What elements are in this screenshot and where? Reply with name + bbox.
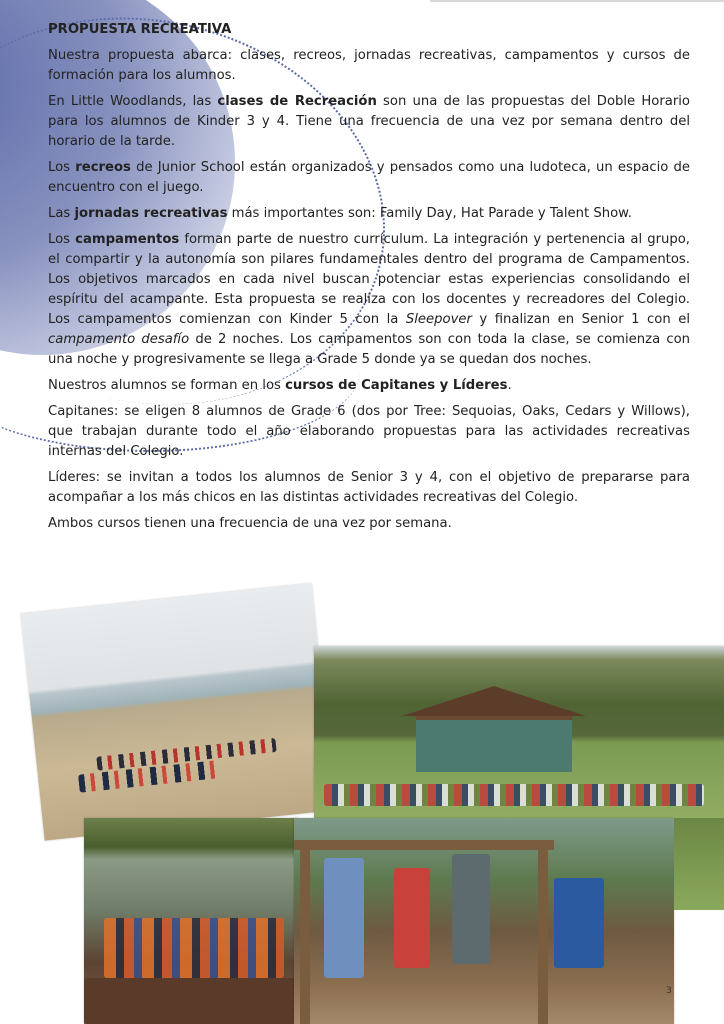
photo-beach bbox=[21, 583, 335, 840]
photo-camp-cabin bbox=[314, 646, 724, 818]
bold-run: clases de Recreación bbox=[217, 94, 377, 109]
text-run: Las bbox=[48, 206, 75, 221]
text-run: Los bbox=[48, 160, 76, 175]
child-zipline bbox=[554, 878, 604, 968]
paragraph-frecuencia: Ambos cursos tienen una frecuencia de una vez por semana. bbox=[48, 516, 452, 531]
bar-post bbox=[300, 840, 310, 1024]
child-hanging bbox=[394, 868, 430, 968]
cabin-roof bbox=[402, 686, 586, 716]
bold-run: cursos de Capitanes y Líderes bbox=[285, 378, 508, 393]
text-run: Los bbox=[48, 232, 76, 247]
paragraph-jornadas bbox=[48, 204, 690, 224]
photo-climbing-bars bbox=[294, 818, 674, 1024]
page-number: 3 bbox=[666, 986, 672, 996]
text-run: . bbox=[507, 378, 512, 393]
text-run: En Little Woodlands, las bbox=[48, 94, 218, 109]
photo-edge-foliage bbox=[674, 818, 724, 910]
text-run: forman parte de nuestro currículum. La integración y pertenencia al grupo, el compartir y la autonomía son pilares fundamentales dentro del programa de Campamentos. Los objetivos marcados en cada nivel buscan potenciar estas experiencias consolidando el espíritu del acampante. Esta propuesta se realiza con los docentes y recreadores del Colegio. Los campamentos comienzan con Kinder 5 con la bbox=[48, 232, 690, 327]
text-run: de 2 noches. Los campamentos son con toda la clase, se comienza con una noche y progresivamente se llega a Grade 5 donde ya se quedan dos noches. bbox=[48, 332, 690, 367]
top-rule bbox=[430, 0, 724, 2]
bold-run: recreos bbox=[75, 160, 131, 175]
child-hanging bbox=[452, 854, 490, 964]
boat-hull bbox=[84, 978, 298, 1024]
cabin-building bbox=[416, 716, 572, 772]
article-body bbox=[48, 20, 690, 540]
text-run: Nuestros alumnos se forman en los bbox=[48, 378, 286, 393]
bar-post bbox=[538, 840, 548, 1024]
text-run: son una de las propuestas del Doble Horario para los alumnos de Kinder 3 y 4. Tiene una frecuencia de una vez por semana dentro del horario de la tarde. bbox=[48, 94, 690, 149]
paragraph-lideres: Líderes: se invitan a todos los alumnos de Senior 3 y 4, con el objetivo de prepararse para acompañar a los más chicos en las distintas actividades recreativas del Colegio. bbox=[48, 470, 690, 505]
page-title: PROPUESTA RECREATIVA bbox=[48, 22, 232, 37]
paragraph-campamentos bbox=[48, 230, 690, 370]
italic-run: Sleepover bbox=[405, 312, 472, 327]
paragraph-capitanes: Capitanes: se eligen 8 alumnos de Grade 6 (dos por Tree: Sequoias, Oaks, Cedars y Willows), que trabajan durante todo el año elaborando propuestas para las actividades recreativas internas del Colegio. bbox=[48, 404, 690, 459]
text-run: de Junior School están organizados y pensados como una ludoteca, un espacio de encuentro con el juego. bbox=[48, 160, 690, 195]
child-hanging bbox=[324, 858, 364, 978]
text-run: y finalizan en Senior 1 con el bbox=[471, 312, 690, 327]
text-run: más importantes son: Family Day, Hat Parade y Talent Show. bbox=[227, 206, 632, 221]
photo-boats bbox=[84, 818, 298, 1024]
paragraph-recreos bbox=[48, 158, 690, 198]
paragraph-clases bbox=[48, 92, 690, 152]
paragraph-cursos bbox=[48, 376, 690, 396]
bar-beam bbox=[294, 840, 554, 850]
seated-children bbox=[324, 784, 704, 806]
bold-run: jornadas recreativas bbox=[74, 206, 228, 221]
bold-run: campamentos bbox=[75, 232, 180, 247]
children-in-boat bbox=[104, 918, 284, 978]
paragraph-intro: Nuestra propuesta abarca: clases, recreos, jornadas recreativas, campamentos y cursos de formación para los alumnos. bbox=[48, 48, 690, 83]
italic-run: campamento desafío bbox=[48, 332, 190, 347]
